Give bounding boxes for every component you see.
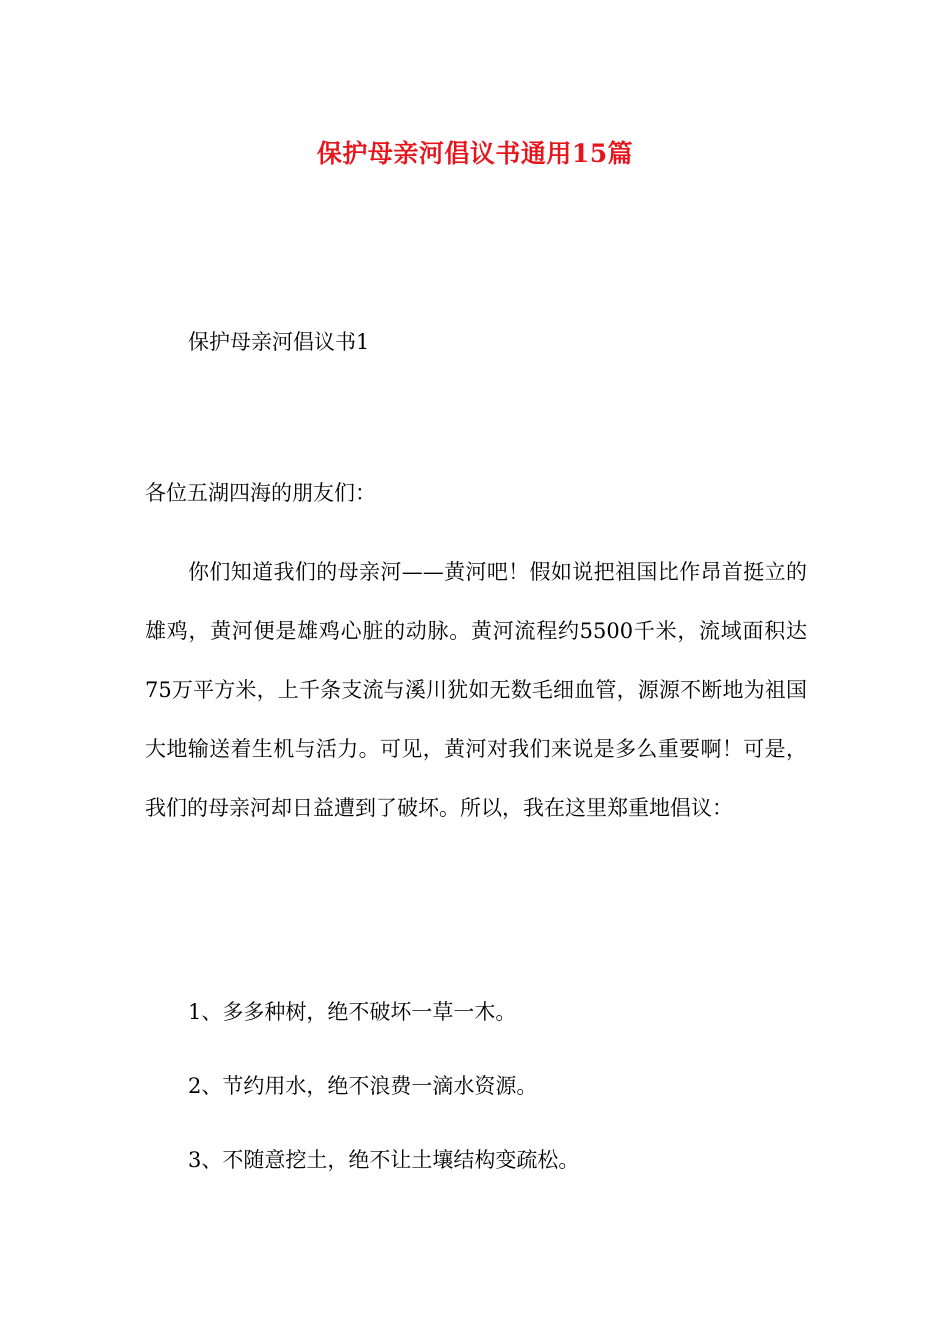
section-heading: 保护母亲河倡议书1	[188, 330, 370, 354]
proposal-item-3: 3、不随意挖土，绝不让土壤结构变疏松。	[188, 1148, 580, 1172]
proposal-item-1: 1、多多种树，绝不破坏一草一木。	[188, 1000, 517, 1024]
document-title: 保护母亲河倡议书通用15篇	[316, 139, 634, 168]
body-paragraph: 你们知道我们的母亲河——黄河吧！假如说把祖国比作昂首挺立的雄鸡，黄河便是雄鸡心脏的动脉。黄河流程约5500千米，流域面积达75万平方米，上千条支流与溪川犹如无数毛细血管，源源不断地为祖国大地输送着生机与活力。可见，黄河对我们来说是多么重要啊！可是，我们的母亲河却日益遭到了破坏。所以，我在这里郑重地倡议：	[145, 560, 807, 820]
salutation: 各位五湖四海的朋友们：	[145, 481, 376, 505]
proposal-item-2: 2、节约用水，绝不浪费一滴水资源。	[188, 1074, 538, 1098]
